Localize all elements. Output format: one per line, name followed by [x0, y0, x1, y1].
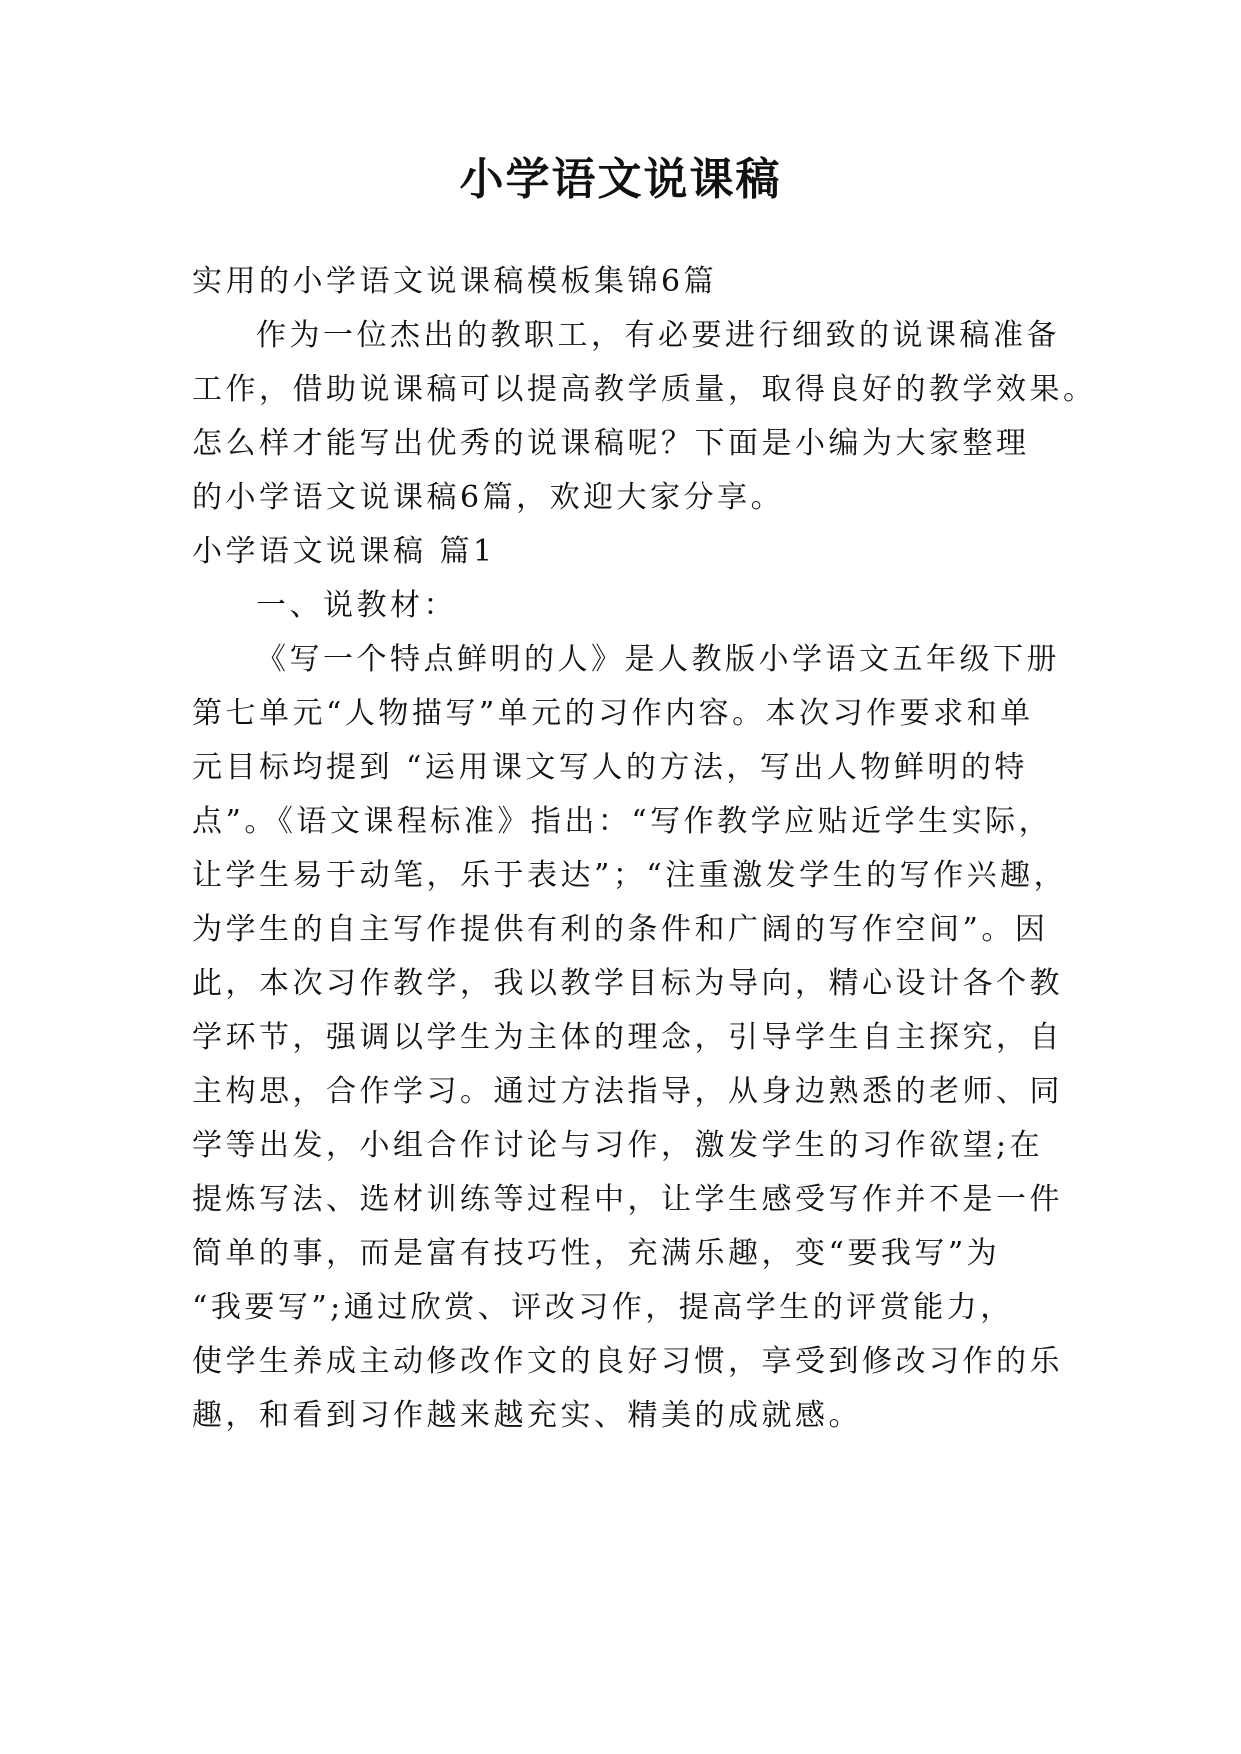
paragraph-line: 怎么样才能写出优秀的说课稿呢？下面是小编为大家整理	[192, 426, 1030, 461]
subtitle-line: 实用的小学语文说课稿模板集锦6篇	[192, 264, 718, 299]
subsection-heading: 一、说教材：	[256, 588, 457, 623]
paragraph-line: 简单的事，而是富有技巧性，充满乐趣，变“要我写”为	[192, 1236, 1001, 1271]
paragraph-line: 此，本次习作教学，我以教学目标为导向，精心设计各个教	[192, 966, 1063, 1001]
paragraph-line: 使学生养成主动修改作文的良好习惯，享受到修改习作的乐	[192, 1344, 1063, 1379]
paragraph-line: 提炼写法、选材训练等过程中，让学生感受写作并不是一件	[192, 1182, 1063, 1217]
paragraph-line: 元目标均提到 “运用课文写人的方法，写出人物鲜明的特	[192, 750, 1028, 785]
paragraph-line: 趣，和看到习作越来越充实、精美的成就感。	[192, 1398, 862, 1433]
paragraph-line: 点”。《语文课程标准》指出：“写作教学应贴近学生实际，	[192, 804, 1053, 839]
paragraph-line: 第七单元“人物描写”单元的习作内容。本次习作要求和单	[192, 696, 1034, 731]
paragraph-line: 工作，借助说课稿可以提高教学质量，取得良好的教学效果。	[192, 372, 1097, 407]
document-title: 小学语文说课稿	[459, 154, 782, 205]
paragraph-line: 《写一个特点鲜明的人》是人教版小学语文五年级下册	[256, 642, 1060, 677]
paragraph-line: 让学生易于动笔，乐于表达”；“注重激发学生的写作兴趣，	[192, 858, 1068, 893]
paragraph-line: 为学生的自主写作提供有利的条件和广阔的写作空间”。因	[192, 912, 1049, 947]
paragraph-line: 学等出发，小组合作讨论与习作，激发学生的习作欲望;在	[192, 1128, 1044, 1163]
paragraph-line: 主构思，合作学习。通过方法指导，从身边熟悉的老师、同	[192, 1074, 1063, 1109]
section-heading: 小学语文说课稿 篇1	[192, 534, 496, 569]
paragraph-line: 的小学语文说课稿6篇，欢迎大家分享。	[192, 480, 785, 515]
paragraph-line: “我要写”;通过欣赏、评改习作，提高学生的评赏能力，	[192, 1290, 1014, 1325]
paragraph-line: 作为一位杰出的教职工，有必要进行细致的说课稿准备	[256, 318, 1060, 353]
paragraph-line: 学环节，强调以学生为主体的理念，引导学生自主探究，自	[192, 1020, 1063, 1055]
